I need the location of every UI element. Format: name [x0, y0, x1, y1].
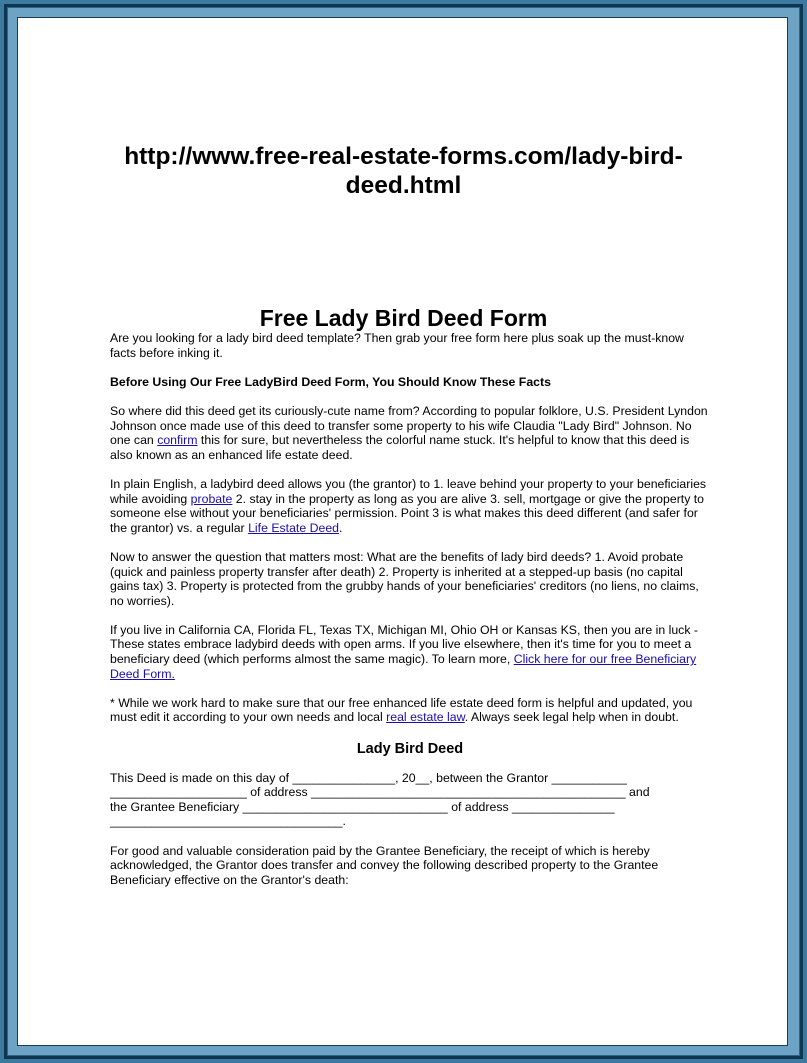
url-line-2: deed.html [345, 172, 462, 199]
deed-title: Lady Bird Deed [356, 740, 464, 757]
deed-line-1: This Deed is made on this day of _______________, 20__, between the Grantor ___________ [110, 770, 627, 785]
plain-english-text-a: In plain English, a ladybird deed allows you (the grantor) to 1. leave behind your property to your beneficiaries while avoiding [110, 476, 707, 506]
deed-line-2: ____________________ of address ______________________________________________ and [110, 785, 650, 800]
document-body [110, 331, 710, 902]
document-page [17, 17, 788, 1046]
benefits-paragraph: Now to answer the question that matters most: What are the benefits of lady bird deeds? 1. Avoid probate (quick and painless property transfer after death) 2. Property is inherited at a stepped-up basis (no capital gains tax) 3. Property is protected from the grubby hands of your beneficiaries' creditors (no liens, no claims, no worries). [110, 549, 699, 608]
plain-english-text-c: . [339, 520, 343, 535]
disclaimer-paragraph [110, 696, 710, 725]
deed-line-4: __________________________________. [110, 814, 346, 829]
beneficiary-deed-form-link[interactable]: Click here for our free Beneficiary Deed Form. [110, 652, 697, 681]
intro-paragraph: Are you looking for a lady bird deed template? Then grab your free form here plus soak up the must-know facts before inking it. [110, 331, 684, 360]
name-origin-text-a: So where did this deed get its curiously-cute name from? According to popular folklore, U.S. President Lyndon Johnson once made use of this deed to transfer some property to his wife Claudia "Lady Bird" Johnson. No one can [110, 403, 708, 448]
plain-english-paragraph [110, 477, 710, 535]
disclaimer-text-a: * While we work hard to make sure that our free enhanced life estate deed form is helpful and updated, you must edit it according to your own needs and local [110, 695, 693, 725]
deed-parties-paragraph [110, 771, 710, 829]
confirm-link[interactable]: confirm [157, 433, 198, 448]
page-title: Free Lady Bird Deed Form [259, 305, 548, 331]
url-line-1: http://www.free-real-estate-forms.com/lady-bird- [124, 143, 683, 170]
consideration-paragraph: For good and valuable consideration paid by the Grantee Beneficiary, the receipt of which is hereby acknowledged, the Grantor does transfer and convey the following described property to the Grantee Beneficiary effective on the Grantor's death: [110, 843, 659, 887]
states-paragraph [110, 623, 710, 681]
states-text: If you live in California CA, Florida FL, Texas TX, Michigan MI, Ohio OH or Kansas KS, then you are in luck - These states embrace ladybird deeds with open arms. If you live elsewhere, then it's time for you to meet a beneficiary deed (which performs almost the same magic). To learn more, [110, 622, 698, 667]
deed-line-3: the Grantee Beneficiary ______________________________ of address _______________ [110, 799, 615, 814]
facts-subheading: Before Using Our Free LadyBird Deed Form, You Should Know These Facts [110, 374, 551, 389]
life-estate-deed-link[interactable]: Life Estate Deed [248, 520, 339, 535]
probate-link[interactable]: probate [190, 491, 233, 506]
url-heading [18, 142, 789, 200]
name-origin-paragraph [110, 404, 710, 462]
plain-english-text-b: 2. stay in the property as long as you are alive 3. sell, mortgage or give the property to someone else without your beneficiaries' permission. Point 3 is what makes this deed different (and safer for the grantor) vs. a regular [110, 491, 705, 535]
name-origin-text-b: this for sure, but nevertheless the colorful name stuck. It's helpful to know that this deed is also known as an enhanced life estate deed. [110, 433, 690, 462]
disclaimer-text-b: . Always seek legal help when in doubt. [464, 710, 679, 725]
real-estate-law-link[interactable]: real estate law [386, 710, 465, 725]
